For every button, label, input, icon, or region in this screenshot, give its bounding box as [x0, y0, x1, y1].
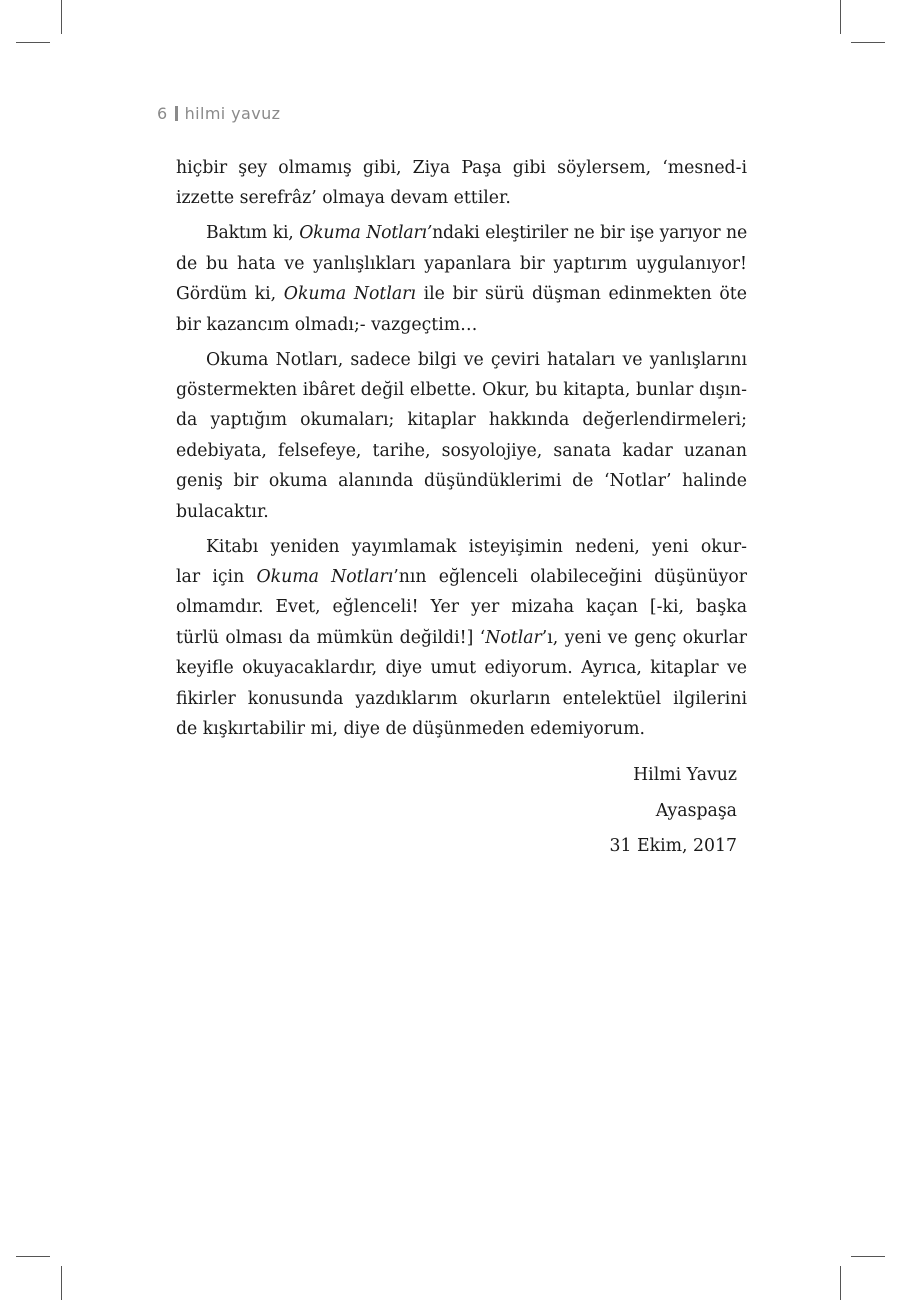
- text-line: geniş bir okuma alanında düşündüklerimi de ‘Notlar’ halinde: [176, 471, 747, 492]
- running-header: [157, 104, 280, 123]
- page-number: 6: [157, 104, 168, 123]
- text-line: Okuma Notları, sadece bilgi ve çeviri hataları ve yanlışlarını: [206, 349, 747, 370]
- text-line: göstermekten ibâret değil elbette. Okur, bu kitapta, bunlar dışın-: [176, 380, 747, 401]
- crop-mark-top-right: [851, 42, 885, 43]
- book-title-italic: Okuma Notları’: [299, 223, 433, 244]
- crop-mark-bottom-left: [61, 1266, 62, 1300]
- running-header-author: hilmi yavuz: [184, 104, 281, 123]
- signature-block: [610, 758, 737, 865]
- crop-mark-bottom-right: [851, 1256, 885, 1257]
- text-line: de kışkırtabilir mi, diye de düşünmeden edemiyorum.: [176, 719, 646, 740]
- text-line: bulacaktır.: [176, 501, 269, 522]
- book-title-italic: Okuma Notları: [256, 567, 394, 588]
- text-line: türlü olması da mümkün değildi!] ‘Notlar’ı, yeni ve genç okurlar: [176, 627, 748, 648]
- paragraph: [176, 532, 747, 745]
- body-text: [176, 153, 747, 749]
- text-line: lar için Okuma Notları’nın eğlenceli olabileceğini düşünüyor: [176, 567, 747, 588]
- paragraph: [176, 218, 747, 340]
- crop-mark-top-right: [840, 0, 841, 34]
- text-line: da yaptığım okumaları; kitaplar hakkında değerlendirmeleri;: [176, 410, 747, 431]
- book-title-italic: Okuma Notları: [283, 284, 416, 305]
- text-line: hiçbir şey olmamış gibi, Ziya Paşa gibi söylersem, ‘mesned-i: [176, 158, 747, 178]
- crop-mark-top-left: [16, 42, 50, 43]
- text-line: izzette serefrâz’ olmaya devam ettiler.: [176, 188, 511, 209]
- paragraph: [176, 153, 747, 214]
- text-line: Baktım ki, Okuma Notları’ndaki eleştiriler ne bir işe yarıyor ne: [206, 223, 747, 244]
- book-title-italic: Notlar: [485, 627, 542, 648]
- text-line: fikirler konusunda yazdıklarım okurların entelektüel ilgilerini: [176, 688, 747, 709]
- crop-mark-bottom-right: [840, 1266, 841, 1300]
- crop-mark-top-left: [61, 0, 62, 34]
- text-line: Kitabı yeniden yayımlamak isteyişimin nedeni, yeni okur-: [206, 536, 747, 557]
- text-line: edebiyata, felsefeye, tarihe, sosyolojiye, sanata kadar uzanan: [176, 440, 747, 461]
- text-line: de bu hata ve yanlışlıkları yapanlara bir yaptırım uygulanıyor!: [176, 253, 747, 274]
- paragraph: [176, 345, 747, 527]
- signature-date: 31 Ekim, 2017: [609, 836, 737, 856]
- text-line: keyifle okuyacaklardır, diye umut ediyorum. Ayrıca, kitaplar ve: [176, 658, 747, 679]
- text-line: bir kazancım olmadı;- vazgeçtim…: [176, 314, 478, 335]
- signature-place: Ayaspaşa: [655, 800, 737, 821]
- text-line: Gördüm ki, Okuma Notları ile bir sürü düşman edinmekten öte: [176, 284, 747, 305]
- signature-name: Hilmi Yavuz: [633, 765, 737, 785]
- header-separator: [175, 106, 178, 121]
- text-line: olmamdır. Evet, eğlenceli! Yer yer mizaha kaçan [-ki, başka: [176, 597, 747, 618]
- crop-mark-bottom-left: [16, 1256, 50, 1257]
